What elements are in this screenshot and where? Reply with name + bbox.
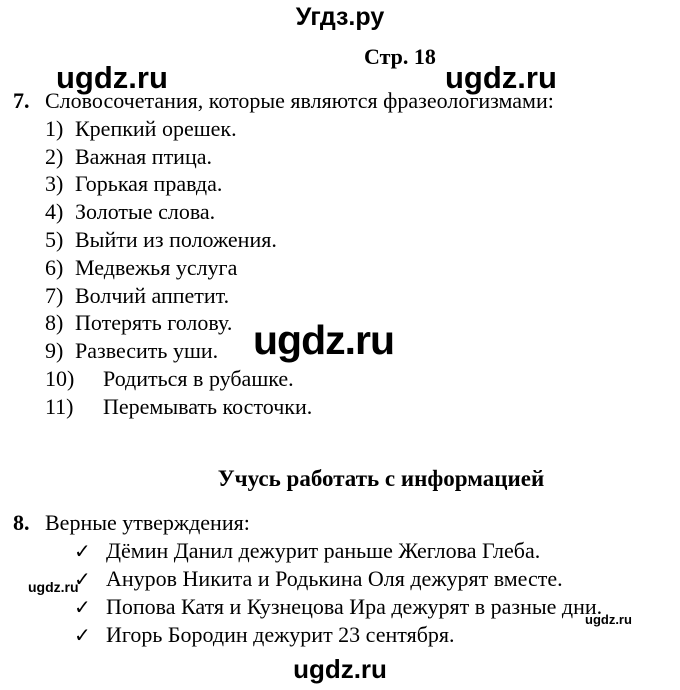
check-icon: ✓ <box>74 539 91 563</box>
item-number: 9) <box>45 338 64 364</box>
statements-list <box>13 537 672 649</box>
task-7-title-line <box>13 87 672 115</box>
site-title: Угдз.ру <box>295 3 385 31</box>
check-icon: ✓ <box>74 595 91 619</box>
list-item <box>45 143 672 171</box>
item-number: 4) <box>45 199 64 225</box>
statement-text: Игорь Бородин дежурит 23 сентября. <box>106 622 455 647</box>
watermark-center: ugdz.ru <box>253 317 395 363</box>
task-8 <box>13 509 672 649</box>
item-number: 10) <box>45 365 75 391</box>
statement-item <box>74 537 672 565</box>
statement-item <box>74 621 672 649</box>
task-7-number: 7. <box>13 88 30 113</box>
item-text: Волчий аппетит. <box>75 282 230 308</box>
item-text: Родиться в рубашке. <box>103 365 294 391</box>
task-8-number: 8. <box>13 510 30 535</box>
list-item <box>45 115 672 143</box>
item-number: 8) <box>45 310 64 336</box>
list-item <box>45 226 672 254</box>
statement-text: Попова Катя и Кузнецова Ира дежурят в разные дни. <box>106 594 603 619</box>
item-text: Важная птица. <box>75 143 212 169</box>
statement-text: Дёмин Данил дежурит раньше Жеглова Глеба. <box>106 538 541 563</box>
item-number: 3) <box>45 171 64 197</box>
item-text: Золотые слова. <box>75 199 216 225</box>
item-text: Крепкий орешек. <box>75 115 237 141</box>
page-number: Стр. 18 <box>364 44 436 69</box>
check-icon: ✓ <box>74 623 91 647</box>
watermark-side-right: ugdz.ru <box>585 612 632 627</box>
statement-item <box>74 593 672 621</box>
task-8-title: Верные утверждения: <box>45 510 250 535</box>
watermark-side-left: ugdz.ru <box>28 579 79 595</box>
item-text: Горькая правда. <box>75 171 223 197</box>
item-number: 7) <box>45 282 64 308</box>
task-8-title-line <box>13 509 672 537</box>
item-text: Медвежья услуга <box>75 254 238 280</box>
item-number: 6) <box>45 254 64 280</box>
list-item <box>45 282 672 310</box>
list-item <box>45 393 672 421</box>
watermark-top-left: ugdz.ru <box>56 60 168 95</box>
item-text: Потерять голову. <box>75 310 233 336</box>
statement-text: Ануров Никита и Родькина Оля дежурят вместе. <box>106 566 563 591</box>
list-item <box>45 365 672 393</box>
item-text: Перемывать косточки. <box>103 393 313 419</box>
section-heading: Учусь работать с информацией <box>217 466 545 491</box>
statement-item <box>74 565 672 593</box>
watermark-bottom: ugdz.ru <box>293 654 387 684</box>
watermark-top-right: ugdz.ru <box>445 60 557 95</box>
item-text: Развесить уши. <box>75 338 219 364</box>
list-item <box>45 254 672 282</box>
item-number: 2) <box>45 143 64 169</box>
list-item <box>45 170 672 198</box>
item-text: Выйти из положения. <box>75 226 277 252</box>
item-number: 11) <box>45 393 74 419</box>
task-7-title: Словосочетания, которые являются фразеологизмами: <box>45 88 554 113</box>
list-item <box>45 198 672 226</box>
check-icon: ✓ <box>74 567 91 591</box>
phraseologism-list <box>45 115 672 421</box>
item-number: 5) <box>45 226 64 252</box>
task-7 <box>13 87 672 421</box>
item-number: 1) <box>45 115 64 141</box>
